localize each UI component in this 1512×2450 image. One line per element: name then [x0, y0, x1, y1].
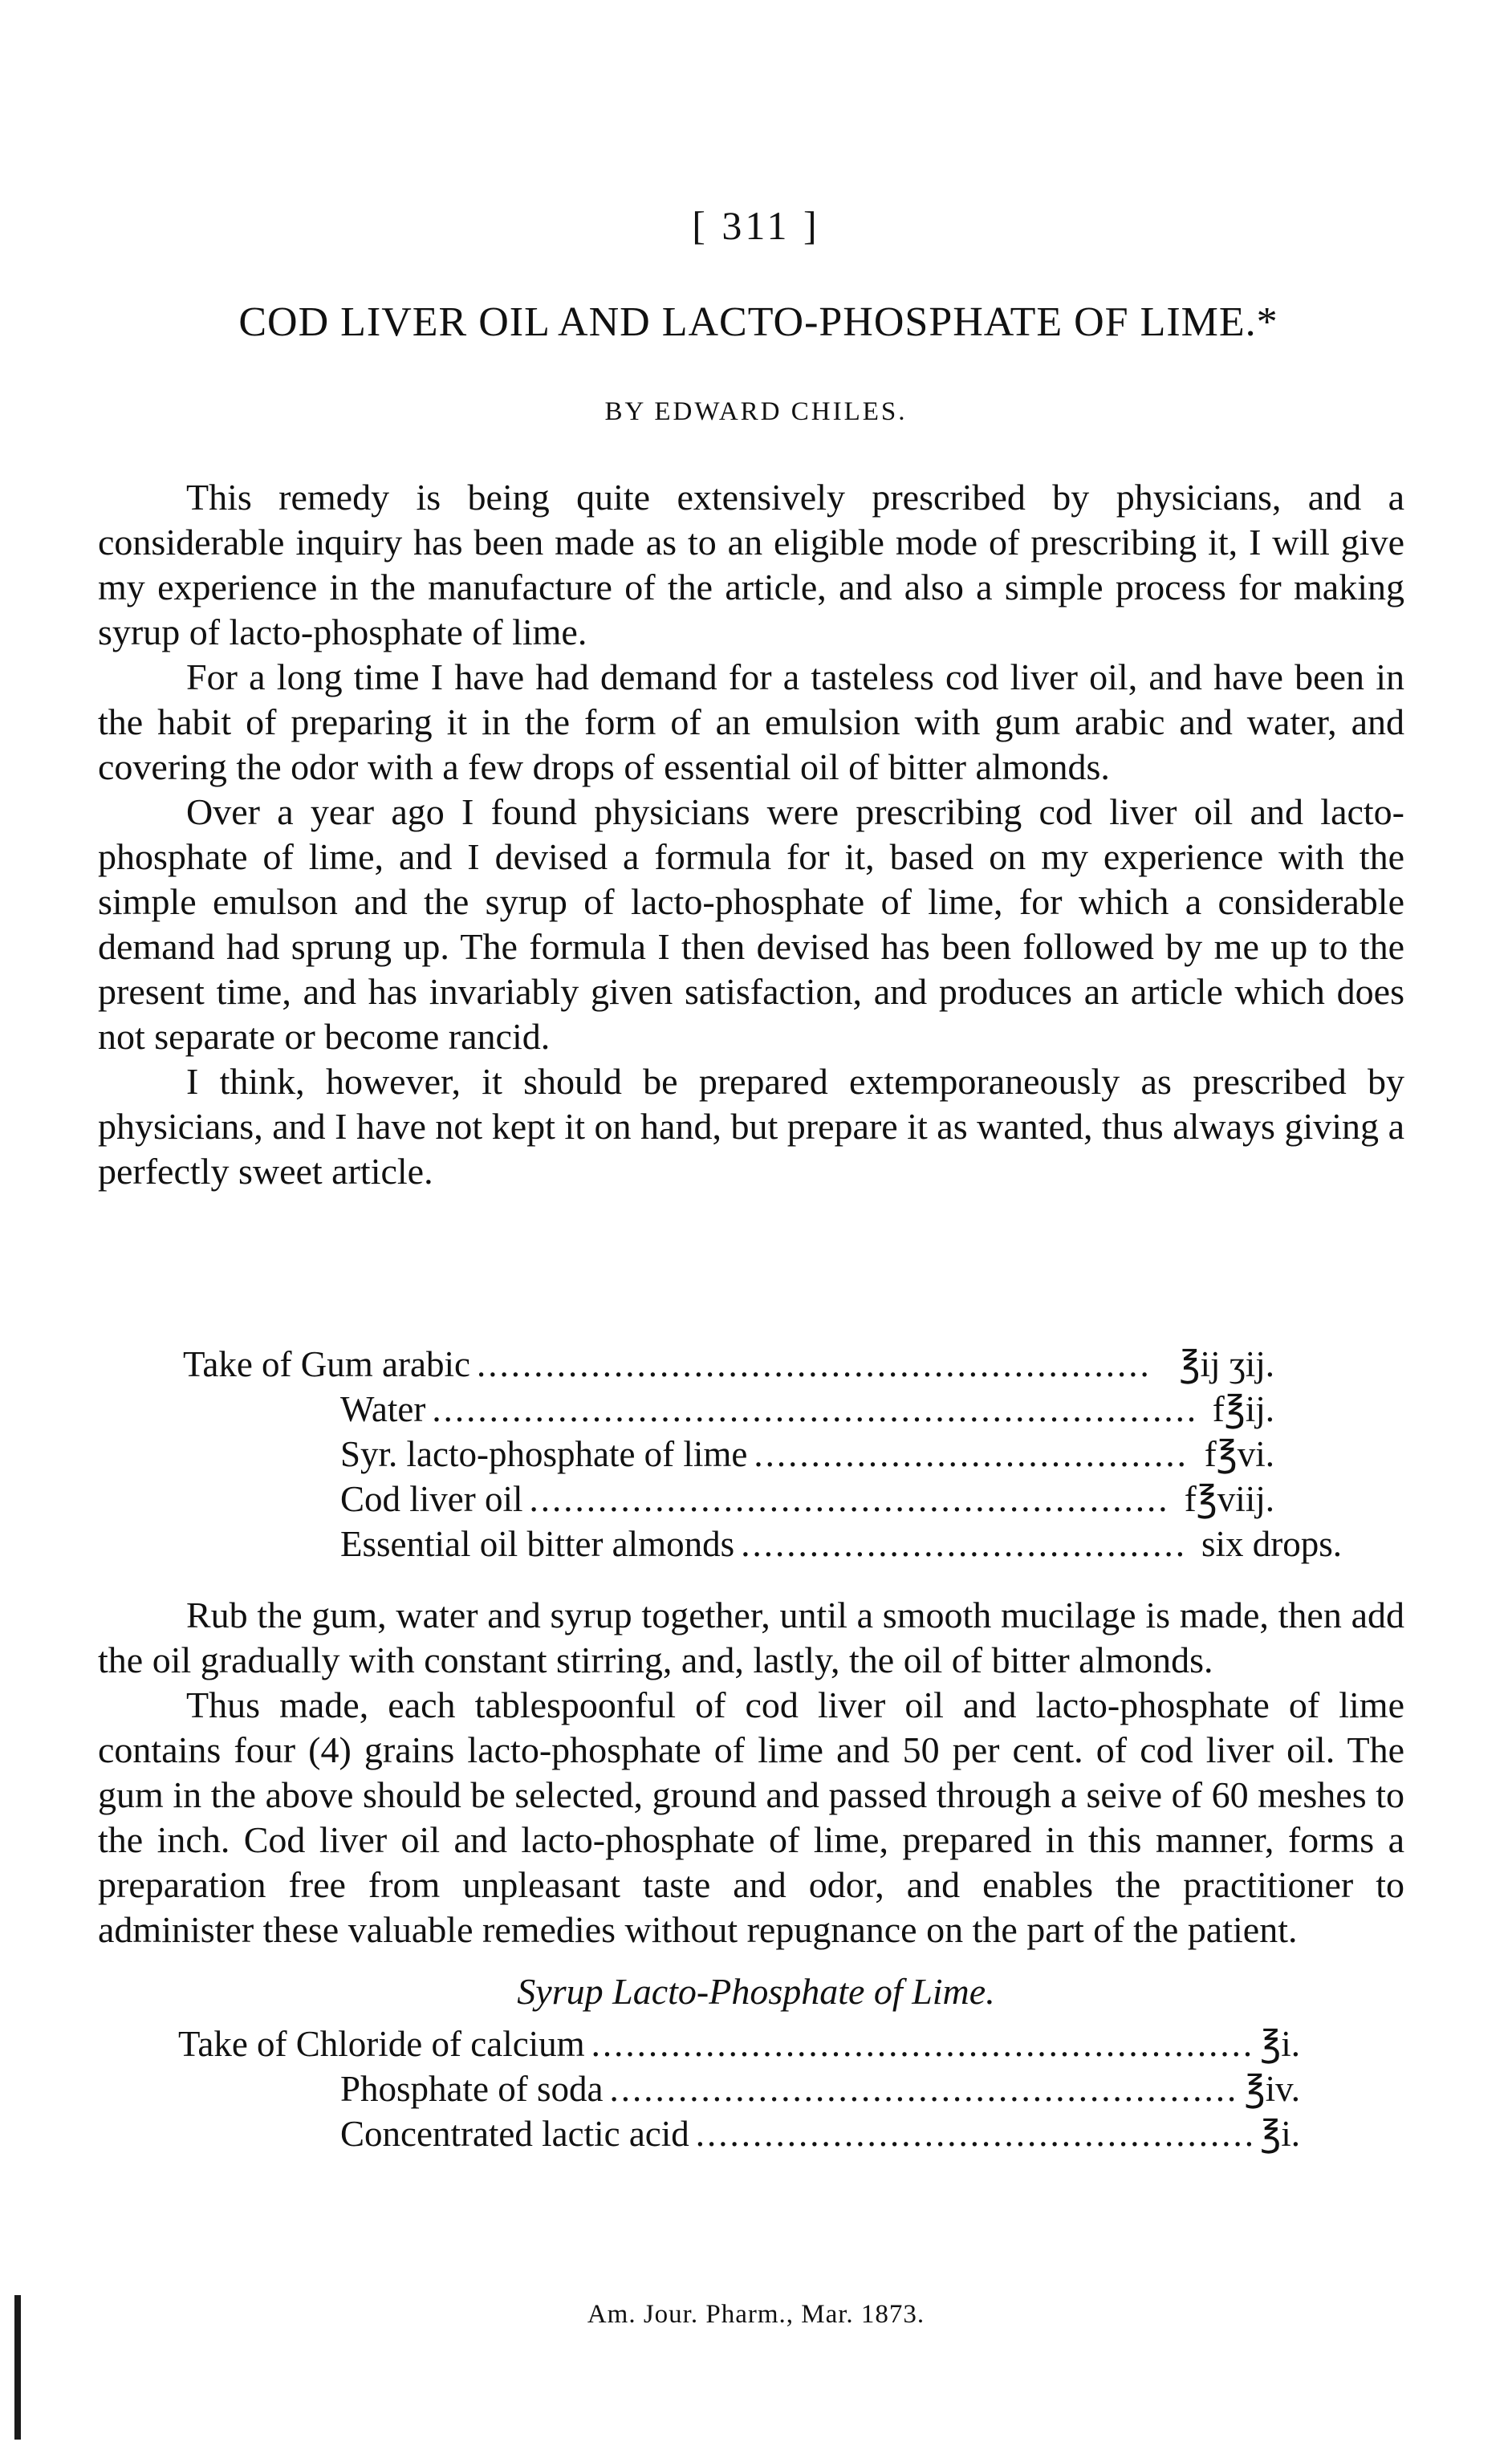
method-text [98, 1593, 1404, 1952]
ingredient-name: Chloride of calcium [295, 2024, 585, 2064]
leader-dots [754, 1432, 1185, 1477]
paragraph: Rub the gum, water and syrup together, until a smooth mucilage is made, then add the oil gradually with constant stirring, and, lastly, the oil of bitter almonds. [98, 1595, 1404, 1680]
article-title: COD LIVER OIL AND LACTO-PHOSPHATE OF LIME.* [238, 299, 1278, 345]
leader-dots [432, 1387, 1193, 1432]
recipe-take-label: Take of [178, 2024, 287, 2064]
ingredient-amount: ℥ij ʒij. [1179, 1344, 1274, 1384]
recipe-row [340, 1432, 1274, 1477]
ingredient-name: Essential oil bitter almonds [340, 1524, 735, 1564]
ingredient-amount: ℥i. [1260, 2114, 1300, 2154]
leader-dots [696, 2111, 1254, 2156]
ingredient-name: Water [340, 1389, 426, 1429]
ingredient-amount: ℥iv. [1244, 2069, 1300, 2109]
paragraph: Thus made, each tablespoonful of cod liver oil and lacto-phosphate of lime contains four (4) grains lacto-phosphate of lime and 50 per cent. of cod liver oil. The gum in the above should be selected, ground and passed through a seive of 60 meshes to the inch. Cod liver oil and lacto-phosphate of lime, prepared in this manner, forms a preparation free from unpleasant taste and odor, and enables the practitioner to administer these valuable remedies without repugnance on the part of the patient. [98, 1684, 1404, 1950]
ingredient-amount: f℥vi. [1204, 1434, 1274, 1474]
section-subheading: Syrup Lacto-Phosphate of Lime. [517, 1971, 995, 2012]
leader-dots [609, 2066, 1238, 2111]
page-number: [ 311 ] [692, 203, 820, 248]
ingredient-name: Cod liver oil [340, 1479, 523, 1519]
ingredient-name: Concentrated lactic acid [340, 2114, 689, 2154]
recipe-row [340, 1387, 1274, 1432]
leader-dots [477, 1342, 1149, 1387]
ingredient-amount: ℥i. [1260, 2024, 1300, 2064]
intro-text [98, 475, 1404, 1194]
ingredient-name: Phosphate of soda [340, 2069, 604, 2109]
ingredient-amount: f℥viij. [1184, 1479, 1274, 1519]
paragraph: Over a year ago I found physicians were prescribing cod liver oil and lacto-phosphate of lime, and I devised a formula for it, based on my experience with the simple emulson and the syrup of lacto-phosphate of lime, for which a considerable demand had sprung up. The formula I then devised has been followed by me up to the present time, and has invariably given satisfaction, and produces an article which does not separate or become rancid. [98, 791, 1404, 1057]
recipe-row [178, 2021, 1300, 2066]
leader-dots [591, 2021, 1254, 2066]
ingredient-name: Gum arabic [300, 1344, 470, 1384]
recipe-take-label: Take of [183, 1344, 292, 1384]
ingredient-amount: f℥ij. [1212, 1389, 1274, 1429]
leader-dots [529, 1477, 1164, 1522]
recipe-row [340, 2066, 1300, 2111]
recipe-row [183, 1342, 1274, 1387]
recipe-row [340, 1477, 1274, 1522]
ingredient-amount: six drops. [1201, 1524, 1342, 1564]
paragraph: For a long time I have had demand for a tasteless cod liver oil, and have been in the habit of preparing it in the form of an emulsion with gum arabic and water, and covering the odor with a few drops of essential oil of bitter almonds. [98, 656, 1404, 787]
citation: Am. Jour. Pharm., Mar. 1873. [587, 2300, 925, 2329]
paragraph: This remedy is being quite extensively prescribed by physicians, and a considerable inquiry has been made as to an eligible mode of prescribing it, I will give my experience in the manufacture of the article, and also a simple process for making syrup of lacto-phosphate of lime. [98, 477, 1404, 652]
leader-dots [741, 1522, 1182, 1566]
ingredient-name: Syr. lacto-phosphate of lime [340, 1434, 748, 1474]
byline: BY EDWARD CHILES. [604, 397, 908, 426]
paragraph: I think, however, it should be prepared extemporaneously as prescribed by physicians, and I have not kept it on hand, but prepare it as wanted, thus always giving a perfectly sweet article. [98, 1061, 1404, 1192]
recipe-row [340, 1522, 1342, 1566]
recipe-row [340, 2111, 1300, 2156]
